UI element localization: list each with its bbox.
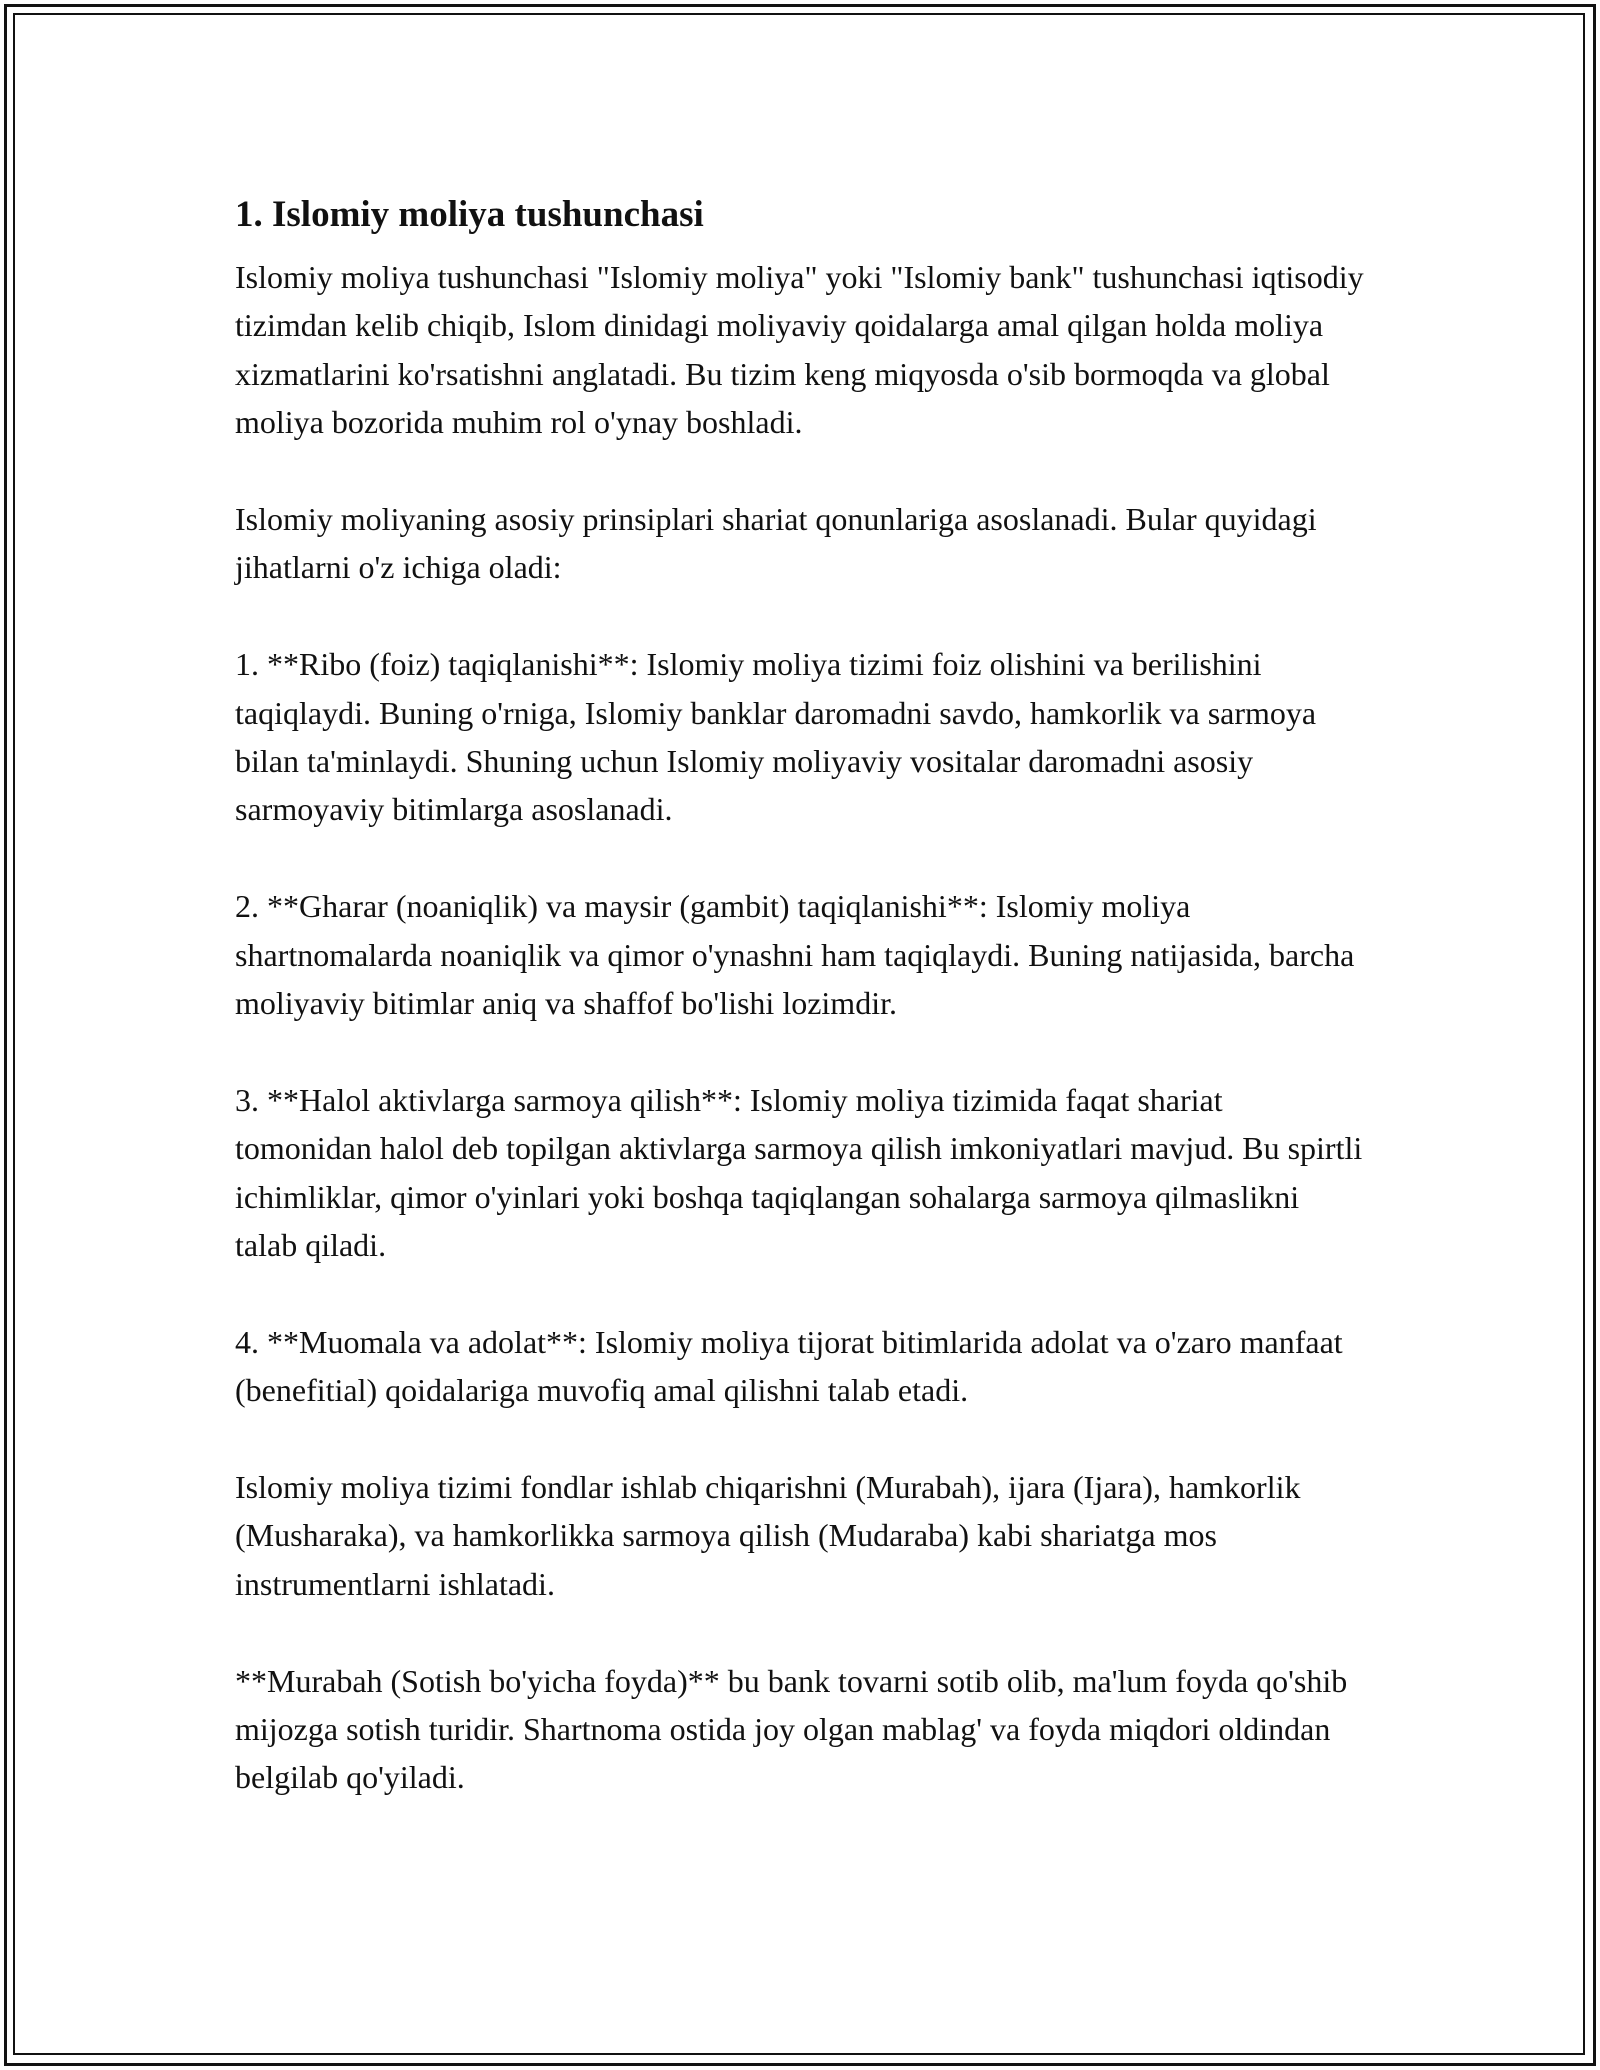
paragraph-principles: Islomiy moliyaning asosiy prinsiplari shariat qonunlariga asoslanadi. Bular quyidagi jihatlarni o'z ichiga oladi: (235, 501, 1317, 586)
paragraph-gharar: 2. **Gharar (noaniqlik) va maysir (gambit) taqiqlanishi**: Islomiy moliya shartnomalarda noaniqlik va qimor o'ynashni ham taqiqlaydi. Buning natijasida, barcha moliyaviy bitimlar aniq va shaffof bo'lishi lozimdir. (235, 888, 1355, 1022)
section-heading: 1. Islomiy moliya tushunchasi (235, 194, 704, 235)
paragraph-murabah: **Murabah (Sotish bo'yicha foyda)** bu bank tovarni sotib olib, ma'lum foyda qo'shib mijozga sotish turidir. Shartnoma ostida joy olgan mablag' va foyda miqdori oldindan belgilab qo'yiladi. (235, 1662, 1348, 1796)
paragraph-ribo: 1. **Ribo (foiz) taqiqlanishi**: Islomiy moliya tizimi foiz olishini va berilishini taqiqlaydi. Buning o'rniga, Islomiy banklar daromadni savdo, hamkorlik va sarmoya bilan ta'minlaydi. Shuning uchun Islomiy moliyaviy vositalar daromadni asosiy sarmoyaviy bitimlarga asoslanadi. (235, 646, 1317, 828)
paragraph-instruments: Islomiy moliya tizimi fondlar ishlab chiqarishni (Murabah), ijara (Ijara), hamkorlik (Musharaka), va hamkorlikka sarmoya qilish (Mudaraba) kabi shariatga mos instrumentlarni ishlatadi. (235, 1469, 1301, 1602)
paragraph-halol: 3. **Halol aktivlarga sarmoya qilish**: Islomiy moliya tizimida faqat shariat tomonidan halol deb topilgan aktivlarga sarmoya qilish imkoniyatlari mavjud. Bu spirtli ichimliklar, qimor o'yinlari yoki boshqa taqiqlangan sohalarga sarmoya qilmaslikni talab qiladi. (235, 1081, 1363, 1264)
paragraph-intro: Islomiy moliya tushunchasi "Islomiy moliya" yoki "Islomiy bank" tushunchasi iqtisodiy tizimdan kelib chiqib, Islom dinidagi moliyaviy qoidalarga amal qilgan holda moliya xizmatlarini ko'rsatishni anglatadi. Bu tizim keng miqyosda o'sib bormoqda va global moliya bozorida muhim rol o'ynay boshladi. (235, 259, 1364, 441)
paragraph-muomala: 4. **Muomala va adolat**: Islomiy moliya tijorat bitimlarida adolat va o'zaro manfaat (benefitial) qoidalariga muvofiq amal qilishni talab etadi. (235, 1323, 1343, 1409)
document-body (235, 183, 1365, 1850)
